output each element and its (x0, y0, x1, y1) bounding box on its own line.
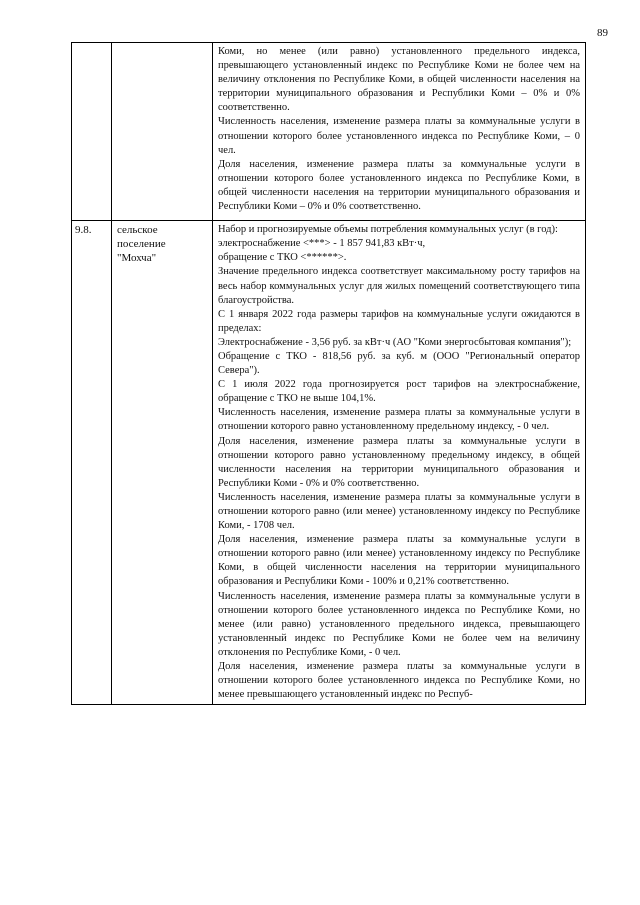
paragraph: Набор и прогнозируемые объемы потребления коммунальных услуг (в год): (218, 224, 558, 236)
page-number: 89 (597, 27, 608, 39)
paragraph: Доля населения, изменение размера платы за коммунальные услуги в отношении которого равно (или менее) установленному индексу по Республике Коми, в общей численности населения на территории муниципального образования и Республики Коми - 100% и 0,21% соответственно. (218, 534, 580, 588)
paragraph: С 1 июля 2022 года прогнозируется рост тарифов на электроснабжение, обращение с ТКО не выше 104,1%. (218, 379, 580, 405)
row-name-cell (112, 43, 213, 221)
paragraph: обращение с ТКО <******>. (218, 252, 347, 264)
paragraph: Численность населения, изменение размера платы за коммунальные услуги в отношении которого равно (или менее) установленному индексу по Республике Коми, - 1708 чел. (218, 491, 580, 532)
document-table (71, 42, 586, 705)
paragraph: Значение предельного индекса соответствует максимальному росту тарифов на весь набор коммунальных услуг для жилых помещений соответствующего типа благоустройства. (218, 266, 580, 306)
paragraph: Численность населения, изменение размера платы за коммунальные услуги в отношении которого более установленного индекса по Республике Коми, но менее (или равно) установленного предельного индекса, превышающего установленный индекс по Республике Коми не более чем на величину отклонения по Республике Коми, - 0 чел. (218, 590, 580, 658)
row-name-cell (112, 221, 213, 705)
row-name (112, 43, 212, 47)
paragraph: электроснабжение <***> - 1 857 941,83 кВт·ч, (218, 238, 426, 250)
row-number: 9.8. (75, 224, 92, 237)
row-text-cell (213, 221, 586, 705)
paragraph: Доля населения, изменение размера платы за коммунальные услуги в отношении которого более установленного индекса по Республике Коми, в общей численности населения на территории муниципального образования и Республики Коми – 0% и 0% соответственно. (218, 158, 580, 213)
paragraph: Коми, но менее (или равно) установленного предельного индекса, превышающего установленный индекс по Республике Коми не более чем на величину отклонения по Республике Коми, в общей численности населения на территории муниципального образования и Республики Коми – 0% и 0% соответственно. (218, 46, 580, 114)
paragraph: Электроснабжение - 3,56 руб. за кВт·ч (АО "Коми энергосбытовая компания"); (218, 336, 572, 348)
row-number-cell (72, 43, 112, 221)
row-name: сельское поселение "Мохча" (117, 224, 166, 265)
row-number (72, 43, 111, 47)
row-number-cell (72, 221, 112, 705)
paragraph: Численность населения, изменение размера платы за коммунальные услуги в отношении которого более установленного индекса по Республике Коми, – 0 чел. (218, 116, 580, 156)
row-text-cell (213, 43, 586, 221)
paragraph: Доля населения, изменение размера платы за коммунальные услуги в отношении которого более установленного индекса по Республике Коми, но менее превышающего установленный индекс по Респуб- (218, 661, 580, 701)
paragraph: Доля населения, изменение размера платы за коммунальные услуги в отношении которого равно установленному предельному индексу, в общей численности населения на территории муниципального образования и Республики Коми - 0% и 0% соответственно. (218, 435, 580, 489)
table-row (72, 43, 586, 221)
paragraph: Численность населения, изменение размера платы за коммунальные услуги в отношении которого равно установленному предельному индексу, - 0 чел. (218, 407, 580, 433)
table-row (72, 221, 586, 705)
paragraph: С 1 января 2022 года размеры тарифов на коммунальные услуги ожидаются в пределах: (218, 308, 580, 334)
paragraph: Обращение с ТКО - 818,56 руб. за куб. м (ООО "Региональный оператор Севера"). (218, 350, 580, 377)
